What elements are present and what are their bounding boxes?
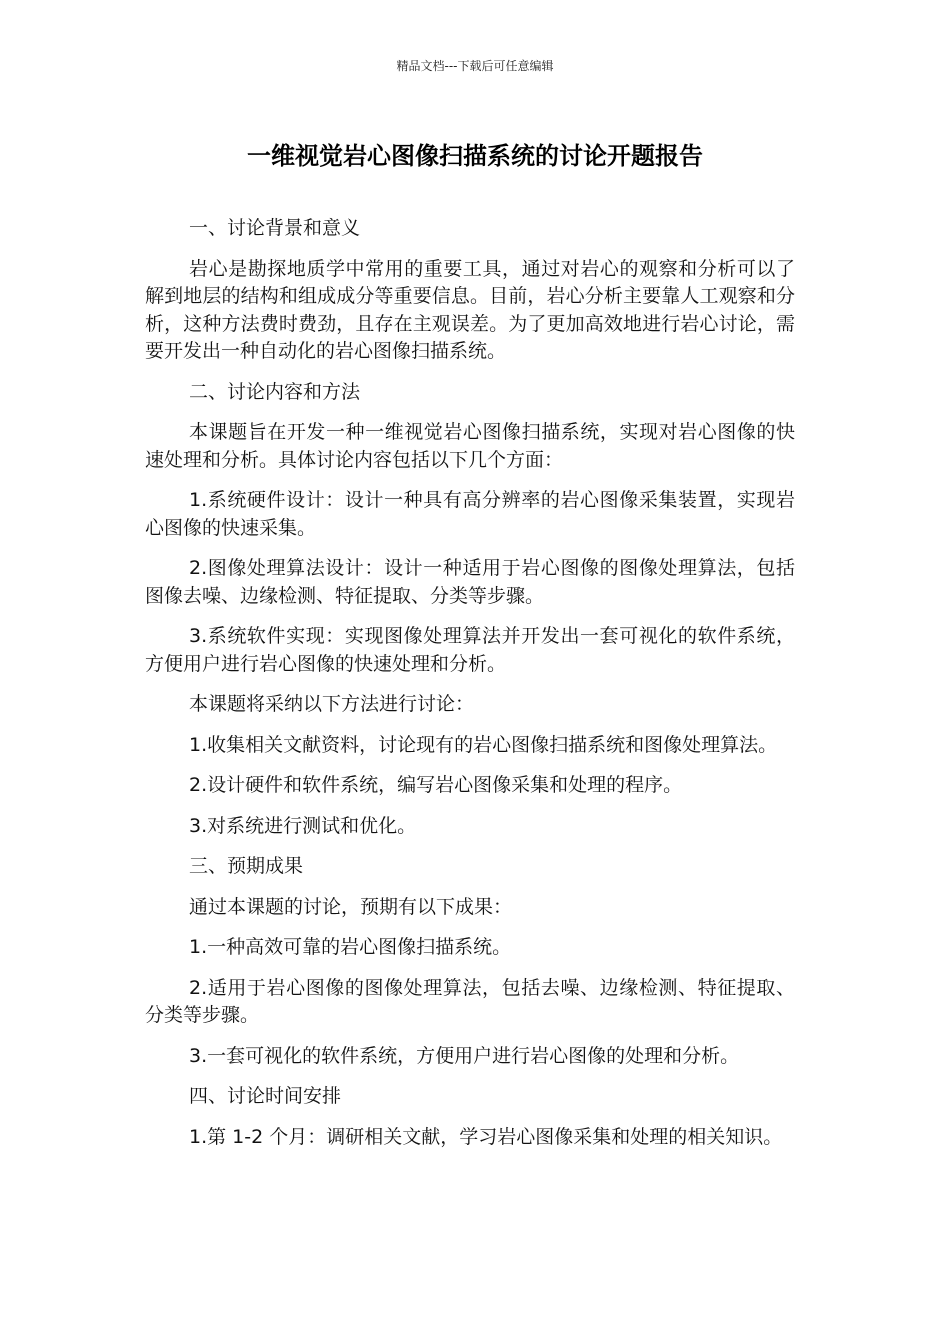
section-heading-content-methods: 二、讨论内容和方法 [189,380,361,403]
list-item-result-system: 1.一种高效可靠的岩心图像扫描系统。 [189,936,512,958]
list-item-result-software: 3.一套可视化的软件系统，方便用户进行岩心图像的处理和分析。 [189,1044,740,1067]
paragraph-methods-intro: 本课题将采纳以下方法进行讨论： [189,693,475,715]
section-heading-schedule: 四、讨论时间安排 [189,1085,342,1107]
paragraph-results-intro: 通过本课题的讨论，预期有以下成果： [189,895,513,918]
section-heading-expected-results: 三、预期成果 [189,855,304,877]
document-body [145,215,795,1164]
list-item-literature-review: 1.收集相关文献资料，讨论现有的岩心图像扫描系统和图像处理算法。 [189,733,778,756]
list-item-software-implementation: 3.系统软件实现：实现图像处理算法并开发出一套可视化的软件系统，方便用户进行岩心图像的快速处理和分析。 [145,625,795,675]
list-item-schedule-month-1-2: 1.第 1-2 个月：调研相关文献，学习岩心图像采集和处理的相关知识。 [189,1125,783,1148]
list-item-system-design: 2.设计硬件和软件系统，编写岩心图像采集和处理的程序。 [189,774,683,796]
page-header: 精品文档---下载后可任意编辑 [396,59,554,73]
list-item-result-algorithm: 2.适用于岩心图像的图像处理算法，包括去噪、边缘检测、特征提取、分类等步骤。 [145,976,795,1026]
paragraph-background: 岩心是勘探地质学中常用的重要工具，通过对岩心的观察和分析可以了解到地层的结构和组成成分等重要信息。目前，岩心分析主要靠人工观察和分析，这种方法费时费劲，且存在主观误差。为了更加高效地进行岩心讨论，需要开发出一种自动化的岩心图像扫描系统。 [145,257,795,362]
list-item-algorithm-design: 2.图像处理算法设计：设计一种适用于岩心图像的图像处理算法，包括图像去噪、边缘检测、特征提取、分类等步骤。 [145,557,795,607]
list-item-hardware-design: 1.系统硬件设计：设计一种具有高分辨率的岩心图像采集装置，实现岩心图像的快速采集。 [145,489,795,539]
document-title: 一维视觉岩心图像扫描系统的讨论开题报告 [247,142,703,170]
paragraph-content-intro: 本课题旨在开发一种一维视觉岩心图像扫描系统，实现对岩心图像的快速处理和分析。具体讨论内容包括以下几个方面： [145,421,795,471]
section-heading-background: 一、讨论背景和意义 [189,217,361,239]
list-item-testing: 3.对系统进行测试和优化。 [189,814,417,837]
